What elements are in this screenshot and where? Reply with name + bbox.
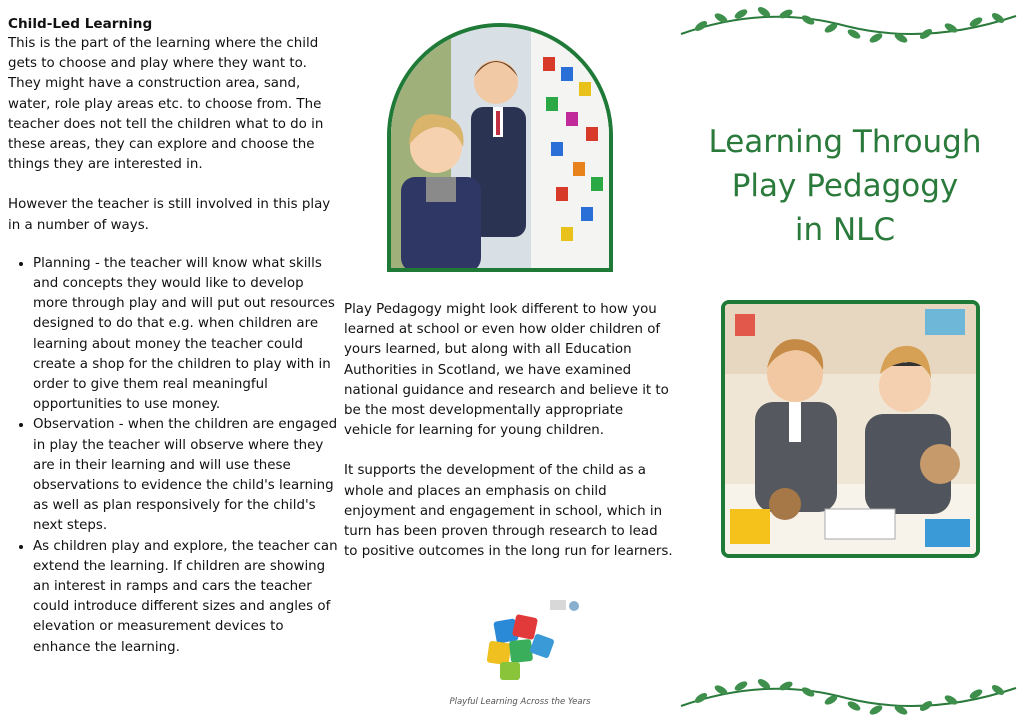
list-item: • Observation - when the children are engaged in play the teacher will observe where they are in their learning and will use these observations to evidence the child's learning as well as plan responsively for the child's next steps. (33, 415, 338, 536)
section-heading: Child-Led Learning (8, 16, 153, 32)
intro-paragraph: This is the part of the learning where the child gets to choose and play where they want to. They might have a construction area, sand, water, role play areas etc. to choose from. The teacher does not tell the children what to do in these areas, they can explore and choose the things they are interested in. (8, 36, 324, 173)
classroom-photo-letters (387, 23, 613, 272)
child-led-learning-section (8, 14, 338, 658)
partner-logo-icon (550, 600, 566, 610)
title-line-3: in NLC (794, 212, 896, 248)
list-item: • As children play and explore, the teacher can extend the learning. If children are showing an interest in ramps and cars the teacher could introduce different sizes and angles of elevation or measurement devices to enhance the learning. (33, 537, 338, 658)
however-paragraph: However the teacher is still involved in this play in a number of ways. (8, 197, 331, 233)
pedagogy-paragraph-1: Play Pedagogy might look different to how you learned at school or even how older children of yours learned, but along with all Education Authorities in Scotland, we have examined national guidance and research and believe it to be the most developmentally appropriate vehicle for learning for young children. (344, 302, 669, 439)
list-item: • Planning - the teacher will know what skills and concepts they would like to develop more through play and will put out resources designed to do that e.g. when children are learning about money the teacher could create a shop for the children to play with in order to give them real meaningful opportunities to use money. (33, 254, 338, 416)
vine-decoration-top-icon (676, 4, 1021, 48)
title-line-1: Learning Through (708, 124, 982, 160)
pedagogy-paragraph-2: It supports the development of the child as a whole and places an emphasis on child enjoyment and engagement in school, which in turn has been proven through research to lead to positive outcomes in the long run for learners. (344, 463, 673, 560)
vine-decoration-bottom-icon (676, 676, 1021, 720)
children-doctors-illustration (725, 304, 976, 554)
involvement-list (8, 254, 338, 658)
brochure-title (690, 120, 1000, 252)
logo-tagline: Playful Learning Across the Years (449, 697, 591, 707)
title-line-2: Play Pedagogy (731, 168, 959, 204)
plays-logo (440, 598, 600, 710)
children-letters-illustration (391, 27, 609, 272)
classroom-photo-doctors (721, 300, 980, 558)
play-pedagogy-section (344, 300, 674, 562)
jigsaw-icon (487, 614, 555, 680)
